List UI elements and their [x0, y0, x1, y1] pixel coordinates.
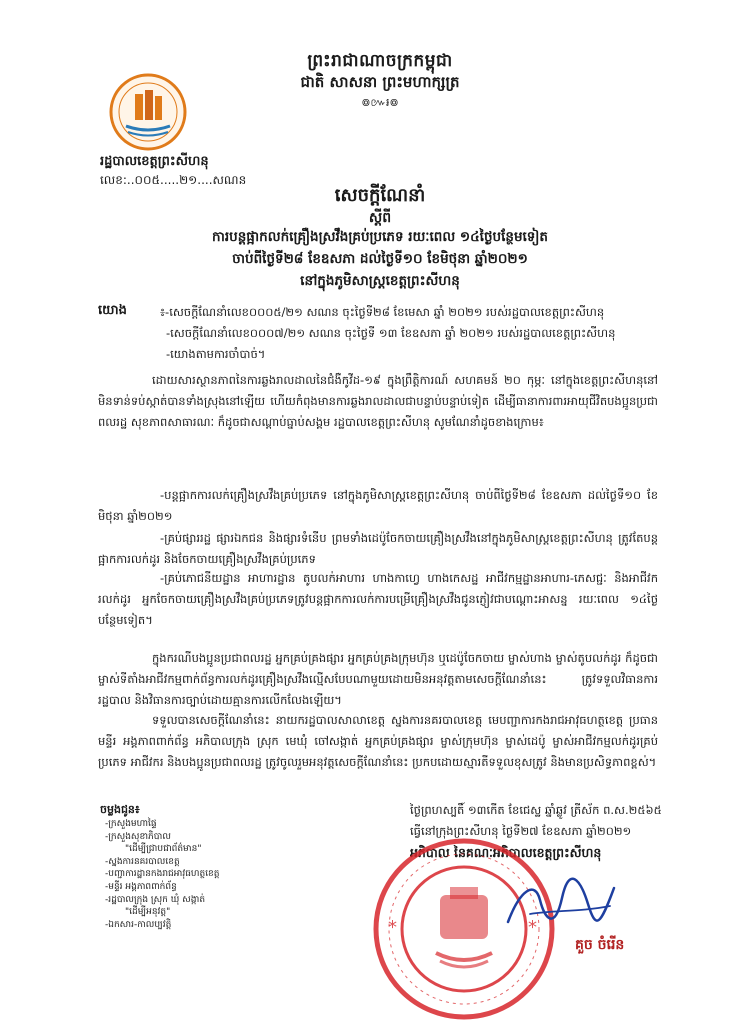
recipient-item: -ក្រសួងសុខាភិបាល [105, 831, 171, 842]
recipient-item: -មន្ទីរ អង្គភាពពាក់ព័ន្ធ [105, 881, 177, 892]
svg-text:*: * [528, 917, 537, 938]
references-label: យោង [98, 303, 127, 318]
reference-item: -សេចក្តីណែនាំលេខ០០០៧/២១ សណន ចុះថ្ងៃទី ១៣ ខែឧសភា ឆ្នាំ ២០២១ របស់រដ្ឋបាលខេត្តព្រះសីហនុ [166, 326, 616, 340]
recipient-item: "ដើម្បីជ្រាបជាព័ត៌មាន" [125, 844, 202, 855]
recipient-item: -បញ្ជាការដ្ឋានកងរាជអាវុធហត្ថខេត្ត [105, 869, 220, 880]
recipients-label: ចម្លងជូន៖ [100, 803, 140, 816]
document-type: សេចក្តីណែនាំ [334, 185, 426, 206]
about-label: ស្តីពី [368, 210, 392, 226]
lunar-date: ថ្ងៃព្រហស្បតិ៍ ១៣កើត ខែជេស្ឋ ឆ្នាំឆ្លូវ ត្រីស័ក ព.ស.២៥៦៥ [410, 803, 662, 817]
subject-line-1: ការបន្តផ្អាកលក់គ្រឿងស្រវឹងគ្រប់ប្រភេទ រយៈពេល ១៤ថ្ងៃបន្ថែមទៀត [212, 229, 548, 245]
reference-number: លេខ:..០០៥.....២១....សណន [100, 173, 247, 187]
body-paragraph-penalty: ក្នុងករណីបងប្អូនប្រជាពលរដ្ឋ អ្នកគ្រប់គ្រងផ្សារ អ្នកគ្រប់គ្រងក្រុមហ៊ុន ឬដេប៉ូចែកចាយ ម្ចាស់ហាង ម្ចាស់តូបលក់ដូរ ក៏ដូចជាម្ចាស់ទីតាំងអាជីវកម្មពាក់ព័ន្ធការលក់ដូរគ្រឿងស្រវឹងល្មើសបែបណាមួយដោយមិនអនុវត្តតាមសេចក្តីណែនាំនេះ ត្រូវទទួលវិធានការរដ្ឋបាល និងវិធានការច្បាប់ដោយគ្មានការលើកលែងឡើយ។ [98, 651, 658, 707]
kingdom-heading: ព្រះរាជាណាចក្រកម្ពុជា [307, 51, 453, 71]
recipient-item: -រដ្ឋបាលក្រុង ស្រុក ឃុំ សង្កាត់ [105, 894, 206, 905]
issuing-authority: រដ្ឋបាលខេត្តព្រះសីហនុ [100, 154, 209, 169]
reference-item: -យោងតាមការចាំបាច់។ [166, 347, 266, 361]
provincial-logo [108, 72, 188, 152]
body-bullet: -គ្រប់ភោជនីយដ្ឋាន អាហារដ្ឋាន តូបលក់អាហារ ហាងកាហ្វេ ហាងកេសដ្ឋ អាជីវកម្មដ្ឋានអាហារ-ភេសជ្ជៈ និងអាជីវករលក់ដូរ អ្នកចែកចាយគ្រឿងស្រវឹងគ្រប់ប្រភេទត្រូវបន្តផ្អាកការលក់ការបម្រើគ្រឿងស្រវឹងជូនភ្ញៀវជាបណ្តោះអាសន្ន រយៈពេល ១៤ថ្ងៃបន្ថែមទៀត។ [98, 571, 658, 627]
reference-item: ៖-សេចក្តីណែនាំលេខ០០០៥/២១ សណន ចុះថ្ងៃទី២៨ ខែមេសា ឆ្នាំ ២០២១ របស់រដ្ឋបាលខេត្តព្រះសីហនុ [160, 305, 605, 319]
svg-text:*: * [388, 917, 397, 938]
national-motto: ជាតិ សាសនា ព្រះមហាក្សត្រ [300, 73, 460, 91]
references-list [160, 302, 650, 365]
body-bullet: -គ្រប់ផ្សាររដ្ឋ ផ្សារឯកជន និងផ្សារទំនើប ព្រមទាំងដេប៉ូចែកចាយគ្រឿងស្រវឹងនៅក្នុងភូមិសាស្ត្រខេត្តព្រះសីហនុ ត្រូវតែបន្តផ្អាកការលក់ដូរ និងចែកចាយគ្រឿងស្រវឹងគ្រប់ប្រភេទ [98, 531, 658, 566]
recipients-list [105, 818, 305, 931]
subject-line-2: ចាប់ពីថ្ងៃទី២៨ ខែឧសភា ដល់ថ្ងៃទី១០ ខែមិថុនា ឆ្នាំ២០២១ [232, 251, 528, 267]
solar-date: ធ្វើនៅក្រុងព្រះសីហនុ ថ្ងៃទី២៧ ខែឧសភា ឆ្នាំ២០២១ [410, 824, 632, 838]
recipient-item: -ស្នងការនគរបាលខេត្ត [105, 856, 180, 867]
signatory-title: អភិបាល នៃគណៈអភិបាលខេត្តព្រះសីហនុ [410, 845, 602, 860]
body-paragraph-intro: ដោយសារស្ថានភាពនៃការឆ្លងរាលដាលនៃជំងឺកូវីដ-១៩ ក្នុងព្រឹត្តិការណ៍ សហគមន៍ ២០ កុម្ភៈ នៅក្នុងខេត្តព្រះសីហនុនៅមិនទាន់ទប់ស្កាត់បានទាំងស្រុងនៅឡើយ ហើយកំពុងមានការឆ្លងរាលដាលជាបន្ទាប់បន្ទាប់ទៀត ដើម្បីធានាការពារអាយុជីវិតបងប្អូនប្រជាពលរដ្ឋ សុខភាពសាធារណៈ ក៏ដូចជាសណ្តាប់ធ្នាប់សង្គម រដ្ឋបាលខេត្តព្រះសីហនុ សូមណែនាំដូចខាងក្រោម៖ [98, 373, 658, 429]
signatory-name: គួច ចំរើន [575, 937, 625, 953]
body-bullet: -បន្តផ្អាកការលក់គ្រឿងស្រវឹងគ្រប់ប្រភេទ នៅក្នុងភូមិសាស្ត្រខេត្តព្រះសីហនុ ចាប់ពីថ្ងៃទី២៨ ខែឧសភា ដល់ថ្ងៃទី១០ ខែមិថុនា ឆ្នាំ២០២១ [98, 488, 658, 523]
body-paragraph-implementation: ទទួលបានសេចក្តីណែនាំនេះ នាយករដ្ឋបាលសាលាខេត្ត ស្នងការនគរបាលខេត្ត មេបញ្ជាការកងរាជអាវុធហត្ថខេត្ត ប្រធានមន្ទីរ អង្គភាពពាក់ព័ន្ធ អភិបាលក្រុង ស្រុក មេឃុំ ចៅសង្កាត់ អ្នកគ្រប់គ្រងផ្សារ ម្ចាស់ក្រុមហ៊ុន ម្ចាស់ដេប៉ូ ម្ចាស់អាជីវកម្មលក់ដូរគ្រប់ប្រភេទ អាជីវករ និងបងប្អូនប្រជាពលរដ្ឋ ត្រូវចូលរួមអនុវត្តសេចក្តីណែនាំនេះ ប្រកបដោយស្មារតីទទួលខុសត្រូវ និងមានប្រសិទ្ធភាពខ្ពស់។ [98, 713, 658, 769]
recipient-item: -ក្រសួងមហាផ្ទៃ [105, 819, 157, 829]
recipient-item: "ដើម្បីអនុវត្ត" [125, 907, 171, 918]
ornament-divider: ៙៚៛៙ [361, 96, 399, 109]
subject-line-3: នៅក្នុងភូមិសាស្ត្រខេត្តព្រះសីហនុ [300, 273, 460, 289]
handwritten-signature [500, 870, 620, 940]
recipient-item: -ឯកសារ-កាលប្បវត្តិ [105, 919, 172, 930]
